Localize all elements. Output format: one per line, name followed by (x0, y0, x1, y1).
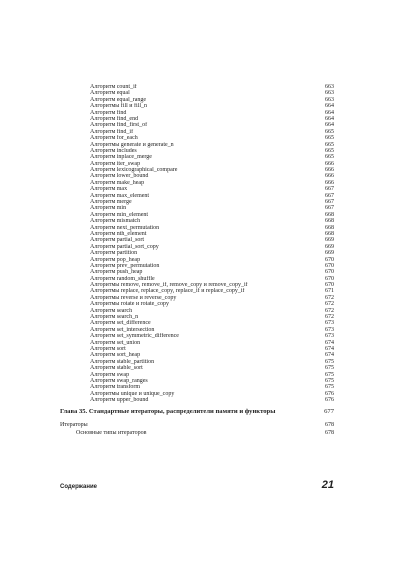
toc-entry-page: 669 (325, 250, 334, 257)
toc-entry-page: 673 (325, 333, 334, 340)
toc-entry-label: Алгоритмы unique и unique_copy (90, 390, 175, 397)
toc-entry-page: 666 (325, 167, 334, 174)
toc-entry-page: 675 (325, 371, 334, 378)
toc-entry-page: 670 (325, 256, 334, 263)
toc-entry-label: Глава 35. Стандартные итераторы, распределители памяти и функторы (60, 407, 276, 415)
toc-entry-page: 665 (325, 147, 334, 154)
toc-entry-label: Алгоритм nth_element (90, 230, 147, 237)
toc-entry-page: 668 (325, 224, 334, 231)
footer-page-number: 21 (321, 479, 334, 491)
toc-entry-page: 668 (325, 211, 334, 218)
toc-entry-page: 665 (325, 135, 334, 142)
toc-entry-label: Алгоритмы rotate и rotate_copy (90, 301, 169, 308)
toc-entry-page: 671 (325, 288, 334, 295)
toc-entry-page: 676 (325, 397, 334, 404)
toc-entry-page: 670 (325, 282, 334, 289)
toc-entry-label: Алгоритм max (90, 186, 128, 193)
toc-entry-page: 675 (325, 365, 334, 372)
toc-entry (60, 429, 334, 437)
toc-entry-label: Алгоритм sort (90, 346, 126, 352)
toc-entry-page: 663 (325, 90, 334, 97)
toc-entry-page: 664 (325, 122, 334, 129)
toc-entry-page: 675 (325, 358, 334, 365)
toc-entry-label: Алгоритм swap (90, 371, 130, 378)
toc-entry-label: Алгоритмы fill и fill_n (90, 103, 148, 110)
toc-entry-label: Алгоритм push_heap (90, 269, 143, 276)
toc-entry-page: 672 (325, 314, 334, 321)
toc-entry-label: Основные типы итераторов (76, 429, 147, 436)
toc-entry-label: Алгоритм set_difference (90, 320, 151, 327)
toc-entry-label: Алгоритм find (90, 109, 127, 116)
toc-entry-label: Алгоритм partial_sort_copy (90, 243, 159, 250)
toc-entry-label: Алгоритм upper_bound (90, 397, 149, 404)
toc-entry-label: Алгоритм stable_sort (90, 365, 143, 372)
toc-entry-page: 676 (325, 390, 334, 397)
toc-entry-label: Алгоритм lexicographical_compare (90, 167, 178, 174)
toc-entry-label: Алгоритм for_each (90, 135, 138, 142)
toc-entry-label: Алгоритм sort_heap (90, 352, 141, 359)
toc-entry-page: 668 (325, 218, 334, 225)
toc-entry-page: 667 (325, 186, 334, 193)
toc-entry-label: Алгоритм random_shuffle (90, 275, 155, 282)
toc-entry-page: 670 (325, 269, 334, 276)
toc-entry-page: 678 (325, 429, 334, 436)
toc-entry-page: 673 (325, 326, 334, 333)
toc-entry-page: 665 (325, 154, 334, 161)
toc-entry-label: Алгоритм next_permutation (90, 224, 160, 231)
page-footer (60, 479, 334, 491)
toc-chapter-entry (60, 408, 334, 416)
toc-entry-page: 667 (325, 192, 334, 199)
table-of-contents (60, 84, 334, 437)
toc-entry-page: 665 (325, 128, 334, 135)
toc-entry-page: 666 (325, 179, 334, 186)
toc-entry-page: 674 (325, 346, 334, 352)
toc-entry-label: Алгоритм partition (90, 250, 138, 257)
toc-entry-page: 670 (325, 275, 334, 282)
toc-entry-page: 674 (325, 352, 334, 359)
toc-entry-label: Алгоритм inplace_merge (90, 154, 152, 161)
toc-entry-label: Алгоритм mismatch (90, 218, 141, 225)
toc-entry-page: 677 (324, 407, 334, 415)
toc-entry-page: 666 (325, 160, 334, 167)
toc-entry-page: 665 (325, 141, 334, 148)
toc-entry-label: Алгоритм includes (90, 147, 137, 154)
toc-entry-page: 667 (325, 199, 334, 206)
toc-entry-label: Алгоритм find_first_of (90, 122, 148, 129)
toc-entry-label: Алгоритм lower_bound (90, 173, 149, 180)
toc-entry-label: Алгоритм set_intersection (90, 326, 155, 333)
toc-entry-label: Алгоритм transform (90, 384, 141, 391)
toc-entry-label: Итераторы (60, 421, 88, 428)
toc-entry-page: 675 (325, 384, 334, 391)
toc-entry-page: 672 (325, 294, 334, 301)
toc-entry-label: Алгоритм merge (90, 199, 132, 206)
toc-entry-label: Алгоритмы replace, replace_copy, replace_if и replace_copy_if (90, 288, 245, 295)
toc-entry-label: Алгоритмы remove, remove_if, remove_copy и remove_copy_if (90, 282, 248, 289)
toc-entry-page: 669 (325, 237, 334, 244)
toc-entry-page: 675 (325, 377, 334, 384)
toc-entry-page: 669 (325, 243, 334, 250)
toc-entry-label: Алгоритм partial_sort (90, 237, 145, 244)
toc-entry-label: Алгоритм find_end (90, 115, 139, 122)
toc-entry-label: Алгоритм search_n (90, 314, 139, 321)
toc-entry-label: Алгоритм min_element (90, 211, 149, 218)
toc-entry-label: Алгоритм set_symmetric_difference (90, 333, 179, 340)
toc-entry-page: 668 (325, 230, 334, 237)
toc-entry-label: Алгоритм pop_heap (90, 256, 141, 263)
toc-entry-label: Алгоритм equal (90, 90, 130, 97)
toc-entry-page: 663 (325, 96, 334, 103)
toc-entry-label: Алгоритмы generate и generate_n (90, 141, 174, 148)
toc-entry-label: Алгоритм search (90, 307, 133, 314)
toc-entry (60, 397, 334, 403)
toc-entry-page: 664 (325, 115, 334, 122)
toc-entry-page: 672 (325, 301, 334, 308)
toc-entry-page: 664 (325, 103, 334, 110)
footer-section-title: Содержание (60, 484, 97, 490)
toc-entry-label: Алгоритм equal_range (90, 96, 147, 103)
toc-entry-label: Алгоритм find_if (90, 128, 134, 135)
toc-entry-page: 672 (325, 307, 334, 314)
toc-entry-label: Алгоритм min (90, 205, 127, 212)
toc-entry-page: 678 (325, 421, 334, 428)
toc-entry (60, 421, 334, 429)
toc-entry-page: 667 (325, 205, 334, 212)
toc-entry-label: Алгоритм prev_permutation (90, 262, 160, 269)
toc-entry-label: Алгоритм stable_partition (90, 358, 155, 365)
toc-entry-page: 670 (325, 262, 334, 269)
toc-entry-label: Алгоритм set_union (90, 339, 141, 346)
toc-entry-page: 663 (325, 83, 334, 90)
toc-entry-page: 673 (325, 320, 334, 327)
toc-entry-label: Алгоритм iter_swap (90, 160, 141, 167)
toc-entry-label: Алгоритм swap_ranges (90, 377, 148, 384)
toc-entry-page: 674 (325, 339, 334, 346)
toc-entry-label: Алгоритмы reverse и reverse_copy (90, 294, 177, 301)
toc-entry-page: 666 (325, 173, 334, 180)
toc-entry-label: Алгоритм max_element (90, 192, 150, 199)
toc-entry-label: Алгоритм make_heap (90, 179, 145, 186)
toc-entry-page: 664 (325, 109, 334, 116)
toc-entry-label: Алгоритм count_if (90, 83, 137, 90)
